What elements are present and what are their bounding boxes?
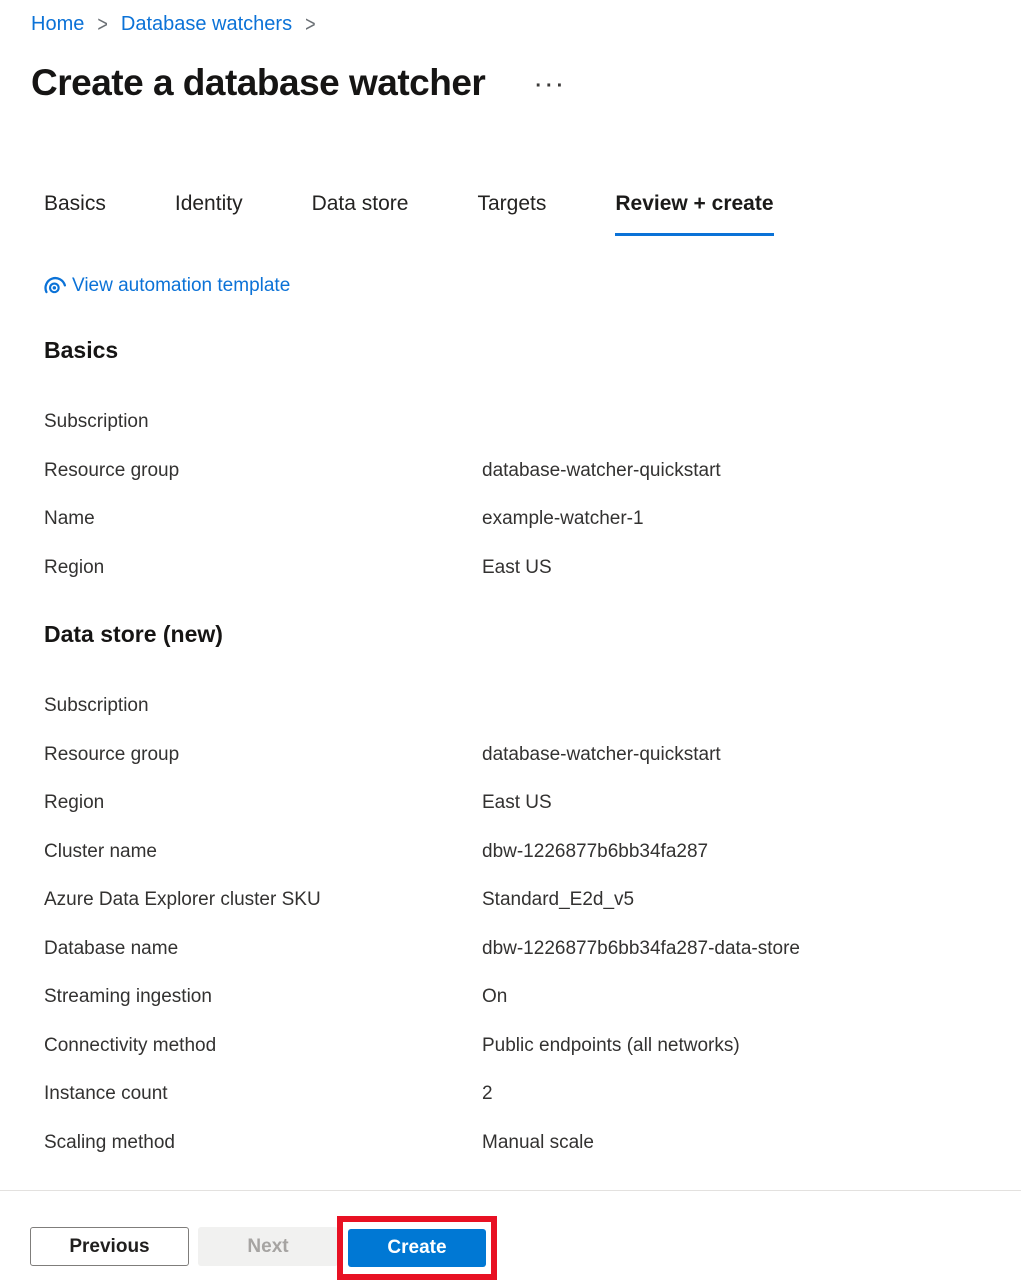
wizard-tabs [44, 192, 774, 236]
row-label: Region [44, 792, 105, 814]
row-value: 2 [482, 1083, 493, 1105]
breadcrumb-link-database-watchers[interactable]: Database watchers [120, 13, 293, 35]
tab-targets[interactable]: Targets [477, 192, 547, 215]
row-label: Azure Data Explorer cluster SKU [44, 889, 321, 911]
row-label: Name [44, 508, 95, 530]
red-highlight-annotation [337, 1216, 497, 1280]
review-row-region [44, 544, 976, 593]
previous-button[interactable]: Previous [30, 1227, 189, 1266]
review-row-instance-count [44, 1070, 976, 1119]
review-row-adx-cluster-sku [44, 876, 976, 925]
row-value: East US [482, 556, 552, 578]
tab-basics[interactable]: Basics [44, 192, 106, 215]
view-automation-template-link[interactable] [44, 275, 290, 297]
review-row-cluster-name [44, 828, 976, 877]
page-title: Create a database watcher [31, 62, 486, 103]
page-header [31, 60, 567, 106]
review-row-streaming-ingestion [44, 973, 976, 1022]
review-row-connectivity-method [44, 1022, 976, 1071]
more-options-ellipsis-icon[interactable]: ··· [535, 75, 568, 97]
eye-icon [44, 276, 67, 297]
review-row-subscription [44, 398, 976, 447]
breadcrumb-link-home[interactable]: Home [31, 13, 85, 35]
create-button[interactable]: Create [348, 1229, 486, 1267]
breadcrumb-separator-icon: > [97, 11, 108, 37]
review-row-resource-group [44, 731, 976, 780]
footer-divider [0, 1190, 1021, 1191]
row-value: Standard_E2d_v5 [482, 889, 635, 911]
row-value: Manual scale [482, 1131, 594, 1153]
row-label: Subscription [44, 411, 149, 433]
row-value: East US [482, 792, 552, 814]
review-row-name [44, 495, 976, 544]
row-label: Connectivity method [44, 1034, 217, 1056]
row-label: Resource group [44, 459, 180, 481]
tab-review-create[interactable]: Review + create [615, 192, 773, 236]
section-title: Basics [44, 337, 119, 363]
row-label: Streaming ingestion [44, 986, 212, 1008]
tab-data-store[interactable]: Data store [311, 192, 409, 215]
row-value: On [482, 986, 508, 1008]
row-label: Resource group [44, 743, 180, 765]
review-row-database-name [44, 925, 976, 974]
breadcrumb-separator-icon: > [305, 11, 316, 37]
row-value: example-watcher-1 [482, 508, 644, 530]
row-value: database-watcher-quickstart [482, 743, 721, 765]
section-basics [44, 336, 976, 592]
review-row-resource-group [44, 447, 976, 496]
section-data-store-new [44, 620, 976, 1167]
row-label: Cluster name [44, 840, 157, 862]
row-value: Public endpoints (all networks) [482, 1034, 740, 1056]
breadcrumb [31, 13, 316, 36]
row-label: Subscription [44, 695, 149, 717]
row-value: database-watcher-quickstart [482, 459, 721, 481]
row-label: Scaling method [44, 1131, 175, 1153]
row-label: Region [44, 556, 105, 578]
review-row-region [44, 779, 976, 828]
next-button[interactable]: Next [198, 1227, 338, 1266]
tab-identity[interactable]: Identity [174, 192, 243, 215]
row-value: dbw-1226877b6bb34fa287 [482, 840, 709, 862]
review-row-subscription [44, 682, 976, 731]
section-title: Data store (new) [44, 621, 223, 647]
review-row-scaling-method [44, 1119, 976, 1168]
view-automation-template-label: View automation template [72, 275, 291, 296]
row-value: dbw-1226877b6bb34fa287-data-store [482, 937, 800, 959]
row-label: Instance count [44, 1083, 168, 1105]
row-label: Database name [44, 937, 179, 959]
